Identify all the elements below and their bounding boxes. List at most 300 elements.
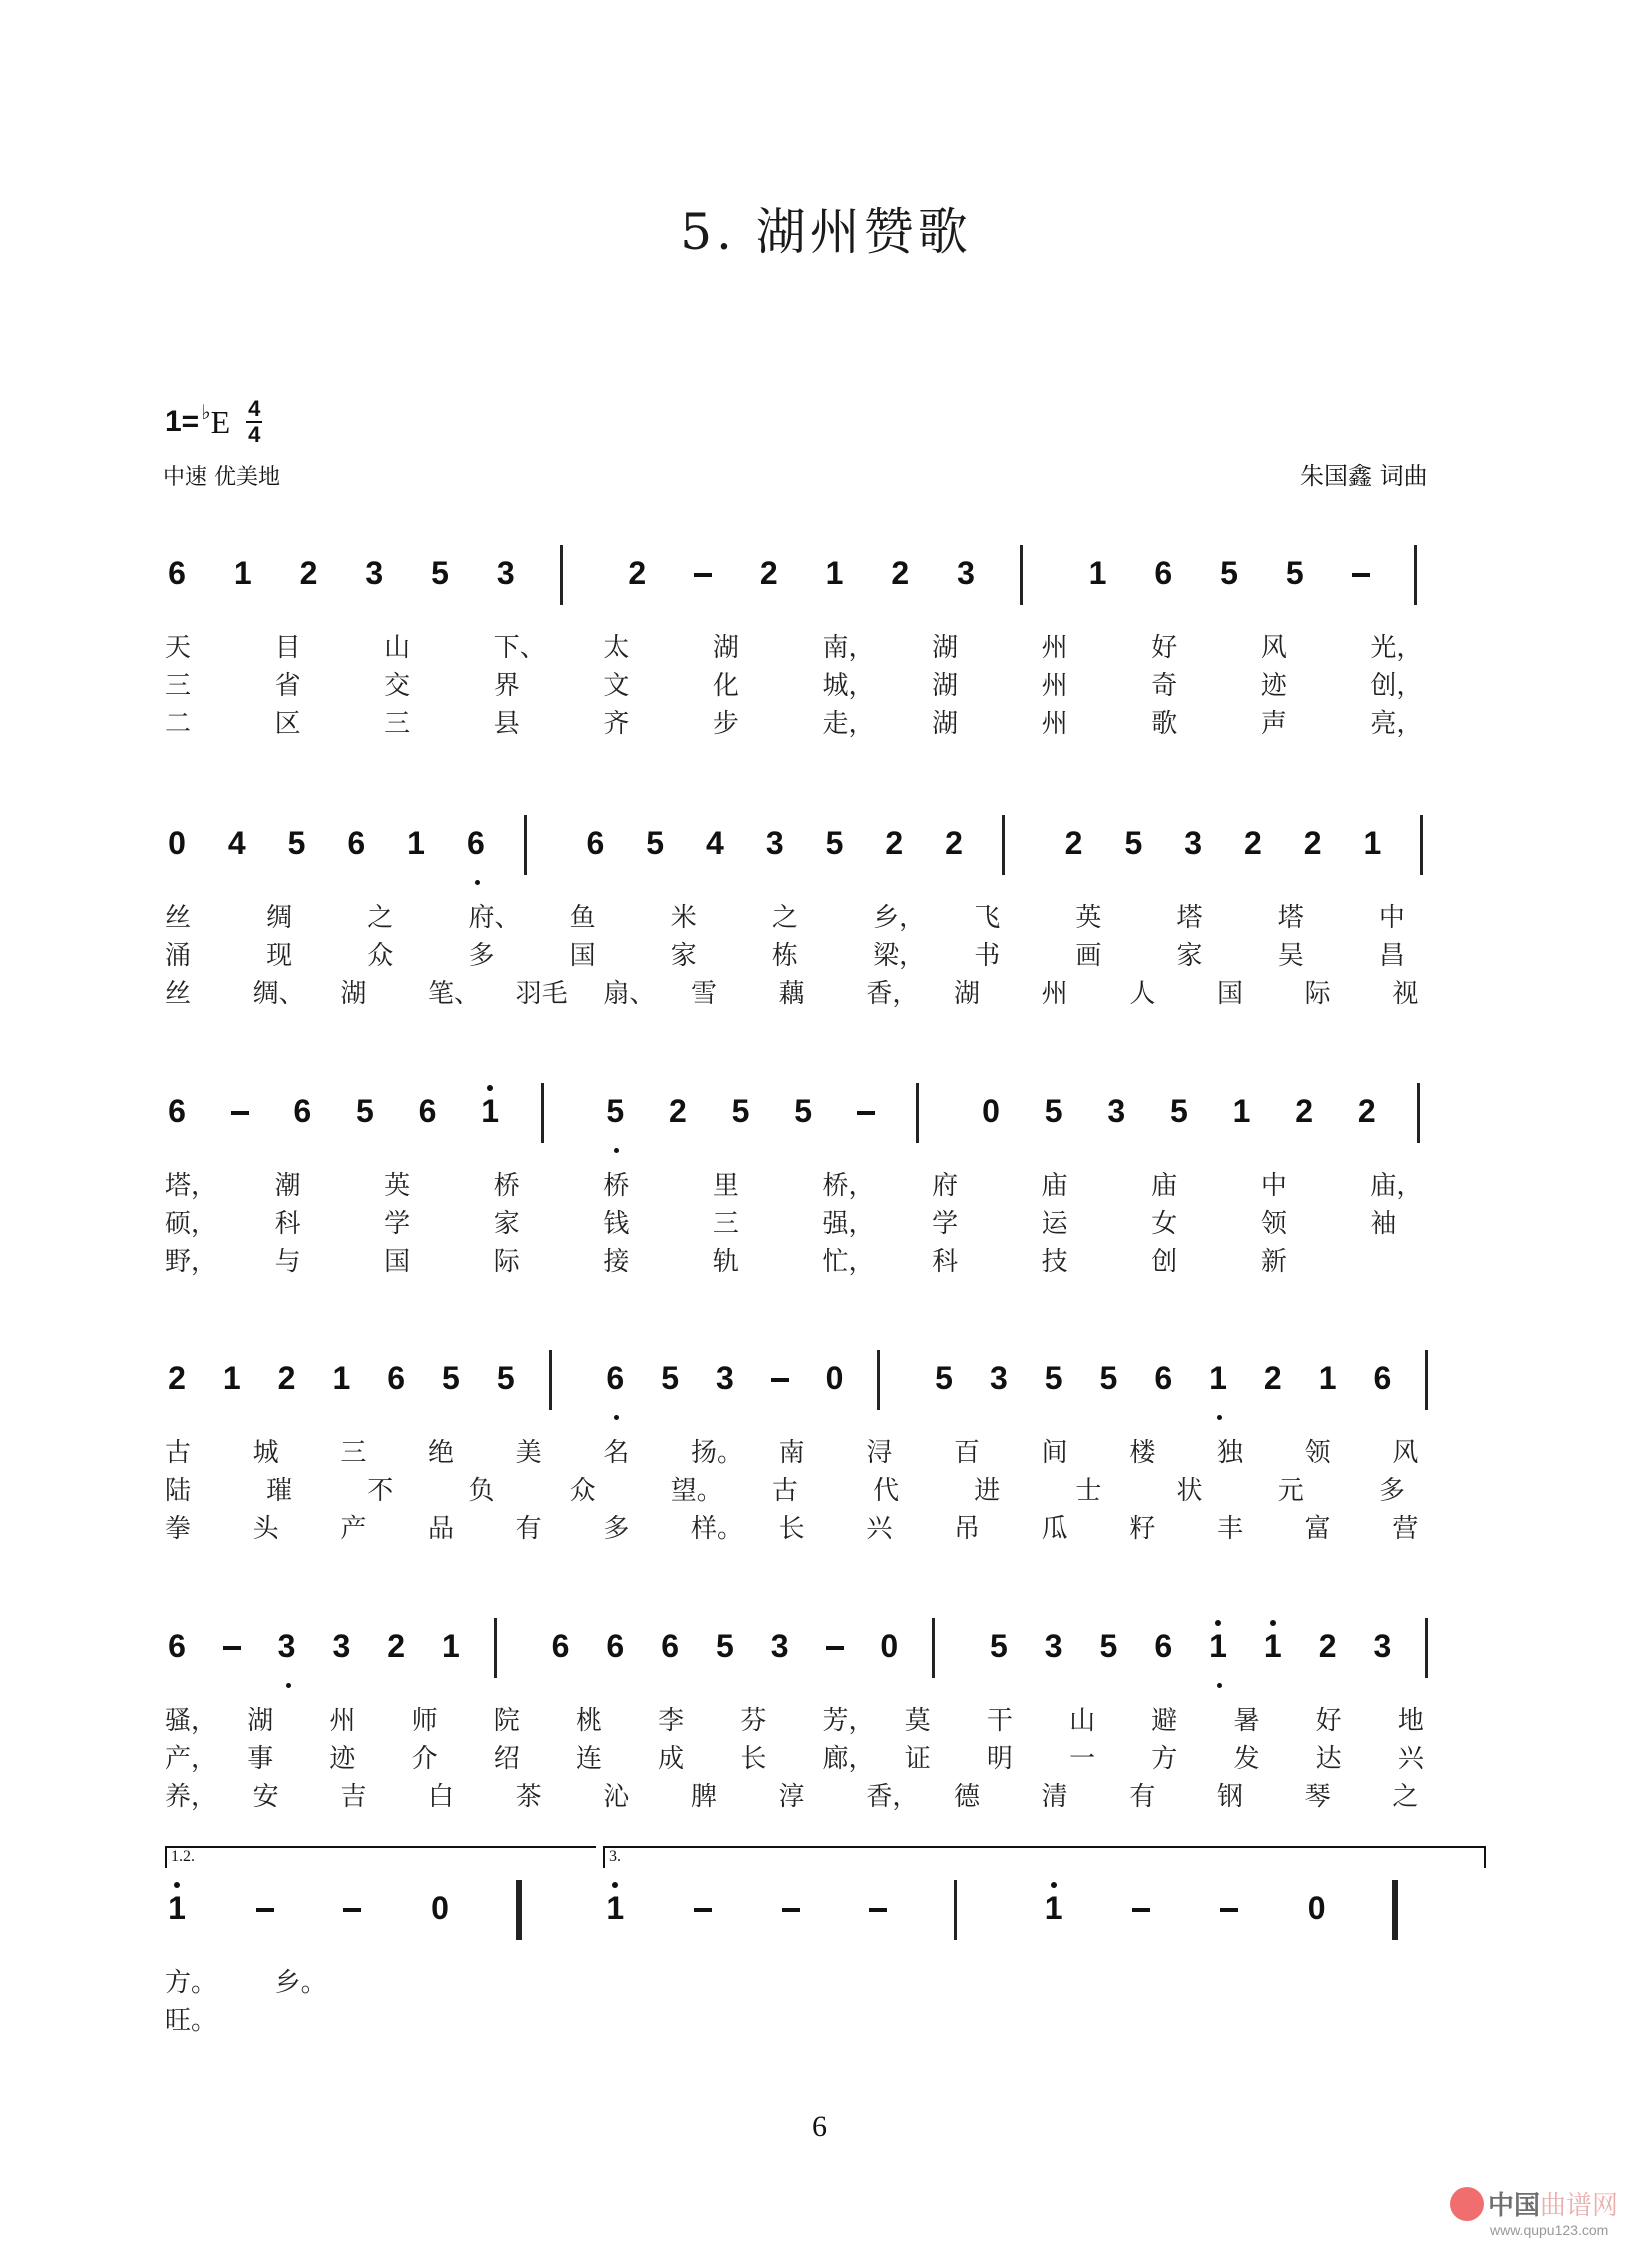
lyric-syllable: 轨 bbox=[712, 1247, 739, 1277]
lyric-syllable: 芬 bbox=[740, 1706, 767, 1736]
note: 0 bbox=[431, 1890, 449, 1926]
lyric-syllable: 南 bbox=[778, 1438, 805, 1468]
note: 6 bbox=[1154, 555, 1173, 591]
barline bbox=[541, 1083, 544, 1143]
lyric-syllable: 众 bbox=[569, 1476, 596, 1506]
lyric-syllable: 一 bbox=[1069, 1744, 1096, 1774]
lyric-syllable: 化 bbox=[712, 671, 739, 701]
lyric-syllable: 事 bbox=[247, 1744, 274, 1774]
lyric-syllable: 连 bbox=[575, 1744, 602, 1774]
lyric-syllable: 与 bbox=[274, 1247, 301, 1277]
lyric-syllable: 富 bbox=[1304, 1514, 1331, 1544]
lyric-syllable: 齐 bbox=[603, 709, 630, 739]
lyric-syllable: 州 bbox=[329, 1706, 356, 1736]
augmentation-dot bbox=[1217, 1683, 1222, 1688]
lyric-syllable: 成 bbox=[658, 1744, 685, 1774]
note: 6 bbox=[464, 825, 488, 899]
note: 2 bbox=[1303, 825, 1322, 861]
lyric-syllable: 人 bbox=[1129, 979, 1156, 1009]
barline bbox=[1002, 815, 1005, 875]
augmentation-dot bbox=[475, 880, 480, 885]
lyric-syllable: 中 bbox=[1260, 1171, 1287, 1201]
lyric-syllable: 忙， bbox=[822, 1247, 875, 1277]
lyric-syllable: 好 bbox=[1151, 633, 1178, 663]
lyric-syllable: 头 bbox=[252, 1514, 279, 1544]
note: 5 bbox=[825, 825, 844, 861]
lyric-syllable: 廊， bbox=[822, 1744, 875, 1774]
lyric-syllable: 方。 bbox=[165, 1968, 218, 1998]
note: 5 bbox=[989, 1628, 1008, 1664]
note: 1 bbox=[1088, 555, 1107, 591]
lyric-syllable: 长 bbox=[778, 1514, 805, 1544]
note: 1 bbox=[233, 555, 252, 591]
composer-credit: 朱国鑫 词曲 bbox=[1300, 462, 1428, 490]
lyric-syllable: 李 bbox=[658, 1706, 685, 1736]
lyric-syllable: 栋 bbox=[771, 941, 798, 971]
note: 3 bbox=[275, 1628, 299, 1702]
lyric-syllable: 三 bbox=[384, 709, 411, 739]
lyric-syllable: 湖 bbox=[932, 633, 959, 663]
lyric-syllable: 歌 bbox=[1151, 709, 1178, 739]
note: 3 bbox=[1044, 1628, 1063, 1664]
lyric-syllable: 山 bbox=[1069, 1706, 1096, 1736]
note: 5 bbox=[935, 1360, 953, 1396]
lyric-syllable: 桥， bbox=[822, 1171, 875, 1201]
lyric-syllable: 现 bbox=[266, 941, 293, 971]
note: 1 bbox=[825, 555, 844, 591]
lyric-syllable: 女 bbox=[1151, 1209, 1178, 1239]
barline bbox=[1392, 1880, 1398, 1940]
lyric-syllable: 英 bbox=[384, 1171, 411, 1201]
lyric-syllable: 交 bbox=[384, 671, 411, 701]
note: 3 bbox=[332, 1628, 351, 1664]
lyric-syllable: 湖 bbox=[340, 979, 367, 1009]
note: 0 bbox=[982, 1093, 1000, 1129]
tempo-marking: 中速 优美地 bbox=[163, 465, 280, 490]
lyric-syllable: 鱼 bbox=[569, 903, 596, 933]
lyric-syllable: 视 bbox=[1392, 979, 1419, 1009]
lyric-syllable: 桃 bbox=[575, 1706, 602, 1736]
lyric-syllable: 绝 bbox=[428, 1438, 455, 1468]
lyric-syllable: 国 bbox=[384, 1247, 411, 1277]
lyric-syllable: 间 bbox=[1041, 1438, 1068, 1468]
lyric-syllable: 丰 bbox=[1217, 1514, 1244, 1544]
lyric-syllable: 书 bbox=[974, 941, 1001, 971]
note: 3 bbox=[989, 1360, 1008, 1396]
lyric-syllable: 长 bbox=[740, 1744, 767, 1774]
note: 1 bbox=[1363, 825, 1382, 861]
barline bbox=[932, 1618, 935, 1678]
note: 3 bbox=[1184, 825, 1203, 861]
sustain-dash bbox=[857, 1111, 875, 1115]
lyric-syllable: 避 bbox=[1151, 1706, 1178, 1736]
note: 1 bbox=[332, 1360, 351, 1396]
lyric-syllable: 琴 bbox=[1304, 1782, 1331, 1812]
note: 1 bbox=[442, 1628, 460, 1664]
note: 5 bbox=[431, 555, 449, 591]
volta-bracket-1: 1.2. bbox=[165, 1846, 596, 1868]
barline bbox=[1420, 815, 1423, 875]
lyric-syllable: 科 bbox=[932, 1247, 959, 1277]
lyric-syllable: 国 bbox=[569, 941, 596, 971]
note: 4 bbox=[706, 825, 724, 861]
augmentation-dot bbox=[286, 1683, 291, 1688]
note: 5 bbox=[1124, 825, 1143, 861]
barline bbox=[1417, 1083, 1420, 1143]
lyric-syllable: 家 bbox=[670, 941, 697, 971]
lyric-syllable: 证 bbox=[904, 1744, 931, 1774]
lyric-syllable: 院 bbox=[493, 1706, 520, 1736]
lyric-syllable: 养， bbox=[165, 1782, 218, 1812]
lyric-syllable: 扬。 bbox=[691, 1438, 744, 1468]
lyric-syllable: 城， bbox=[822, 671, 875, 701]
note: 5 bbox=[794, 1093, 813, 1129]
note: 1 bbox=[1206, 1628, 1230, 1702]
note: 6 bbox=[1154, 1360, 1173, 1396]
lyric-syllable: 丝 bbox=[165, 979, 192, 1009]
note: 5 bbox=[496, 1360, 515, 1396]
lyric-syllable: 之 bbox=[771, 903, 798, 933]
lyric-syllable: 进 bbox=[974, 1476, 1001, 1506]
lyric-syllable: 山 bbox=[384, 633, 411, 663]
lyric-syllable: 钱 bbox=[603, 1209, 630, 1239]
lyric-syllable: 兴 bbox=[866, 1514, 893, 1544]
lyric-syllable: 技 bbox=[1041, 1247, 1068, 1277]
note: 2 bbox=[1318, 1628, 1337, 1664]
key-note: E bbox=[210, 403, 231, 440]
note: 5 bbox=[661, 1360, 680, 1396]
lyric-syllable: 不 bbox=[367, 1476, 394, 1506]
note: 3 bbox=[365, 555, 384, 591]
lyric-syllable: 营 bbox=[1392, 1514, 1419, 1544]
lyric-syllable: 天 bbox=[165, 633, 192, 663]
lyric-syllable: 桥 bbox=[493, 1171, 520, 1201]
lyric-syllable: 迹 bbox=[1260, 671, 1287, 701]
note: 6 bbox=[347, 825, 366, 861]
lyric-syllable: 区 bbox=[274, 709, 301, 739]
lyric-syllable: 浔 bbox=[866, 1438, 893, 1468]
lyric-syllable: 府、 bbox=[468, 903, 521, 933]
lyric-syllable: 塔 bbox=[1277, 903, 1304, 933]
note: 5 bbox=[442, 1360, 460, 1396]
note: 5 bbox=[1285, 555, 1304, 591]
sustain-dash bbox=[694, 573, 712, 577]
high-octave-dot bbox=[1051, 1882, 1057, 1888]
note: 1 bbox=[1232, 1093, 1251, 1129]
lyric-syllable: 雪 bbox=[691, 979, 718, 1009]
high-octave-dot bbox=[487, 1085, 493, 1091]
lyric-syllable: 沁 bbox=[603, 1782, 630, 1812]
lyric-syllable: 涌 bbox=[165, 941, 192, 971]
lyric-syllable: 光， bbox=[1370, 633, 1423, 663]
augmentation-dot bbox=[614, 1415, 619, 1420]
lyric-syllable: 强， bbox=[822, 1209, 875, 1239]
lyric-syllable: 乡， bbox=[873, 903, 926, 933]
lyric-syllable: 负 bbox=[468, 1476, 495, 1506]
lyric-syllable: 有 bbox=[515, 1514, 542, 1544]
lyric-syllable: 际 bbox=[493, 1247, 520, 1277]
lyric-syllable: 兴 bbox=[1397, 1744, 1424, 1774]
note: 2 bbox=[891, 555, 910, 591]
lyric-syllable: 领 bbox=[1304, 1438, 1331, 1468]
note: 6 bbox=[1373, 1360, 1392, 1396]
lyric-syllable: 茶 bbox=[515, 1782, 542, 1812]
lyric-syllable: 野， bbox=[165, 1247, 218, 1277]
augmentation-dot bbox=[1217, 1415, 1222, 1420]
lyric-syllable: 潮 bbox=[274, 1171, 301, 1201]
note: 6 bbox=[418, 1093, 437, 1129]
key-signature bbox=[165, 398, 262, 446]
lyric-syllable: 莫 bbox=[904, 1706, 931, 1736]
note: 5 bbox=[1099, 1360, 1118, 1396]
lyric-syllable: 扇、 bbox=[603, 979, 656, 1009]
lyric-syllable: 画 bbox=[1075, 941, 1102, 971]
lyric-syllable: 之 bbox=[1392, 1782, 1419, 1812]
note: 5 bbox=[646, 825, 665, 861]
lyric-syllable: 家 bbox=[1176, 941, 1203, 971]
note: 2 bbox=[168, 1360, 186, 1396]
note: 2 bbox=[277, 1360, 296, 1396]
lyric-syllable: 好 bbox=[1315, 1706, 1342, 1736]
lyric-syllable: 骚， bbox=[165, 1706, 218, 1736]
lyric-syllable: 绸、 bbox=[252, 979, 305, 1009]
lyric-syllable: 创， bbox=[1370, 671, 1423, 701]
note: 3 bbox=[765, 825, 784, 861]
lyric-syllable: 府 bbox=[932, 1171, 959, 1201]
note: 3 bbox=[496, 555, 515, 591]
high-octave-dot bbox=[174, 1882, 180, 1888]
lyric-syllable: 香， bbox=[866, 979, 919, 1009]
lyric-syllable: 梁， bbox=[873, 941, 926, 971]
note: 2 bbox=[1295, 1093, 1314, 1129]
lyric-syllable: 香， bbox=[866, 1782, 919, 1812]
lyric-syllable: 状 bbox=[1176, 1476, 1203, 1506]
lyric-syllable: 目 bbox=[274, 633, 301, 663]
note: 6 bbox=[661, 1628, 680, 1664]
sustain-dash bbox=[869, 1908, 887, 1912]
lyric-syllable: 古 bbox=[165, 1438, 192, 1468]
barline bbox=[954, 1880, 957, 1940]
lyric-syllable: 淳 bbox=[778, 1782, 805, 1812]
note: 5 bbox=[355, 1093, 374, 1129]
high-octave-dot bbox=[612, 1882, 618, 1888]
lyric-syllable: 清 bbox=[1041, 1782, 1068, 1812]
lyric-syllable: 介 bbox=[411, 1744, 438, 1774]
lyric-syllable: 昌 bbox=[1378, 941, 1405, 971]
note: 3 bbox=[957, 555, 975, 591]
lyric-syllable: 走， bbox=[822, 709, 875, 739]
lyric-syllable: 际 bbox=[1304, 979, 1331, 1009]
high-octave-dot bbox=[1215, 1620, 1221, 1626]
lyric-syllable: 接 bbox=[603, 1247, 630, 1277]
lyric-syllable: 瓜 bbox=[1041, 1514, 1068, 1544]
note: 2 bbox=[1244, 825, 1262, 861]
lyric-syllable: 师 bbox=[411, 1706, 438, 1736]
lyric-syllable: 庙， bbox=[1370, 1171, 1423, 1201]
note: 2 bbox=[299, 555, 318, 591]
lyric-syllable: 亮， bbox=[1370, 709, 1423, 739]
lyric-syllable: 楼 bbox=[1129, 1438, 1156, 1468]
lyric-syllable: 国 bbox=[1217, 979, 1244, 1009]
lyric-syllable: 望。 bbox=[670, 1476, 723, 1506]
lyric-syllable: 硕， bbox=[165, 1209, 218, 1239]
barline bbox=[1425, 1350, 1428, 1410]
note: 3 bbox=[1107, 1093, 1126, 1129]
lyric-syllable: 新 bbox=[1260, 1247, 1287, 1277]
lyric-syllable: 庙 bbox=[1041, 1171, 1068, 1201]
lyric-syllable: 吴 bbox=[1277, 941, 1304, 971]
lyric-syllable: 三 bbox=[165, 671, 192, 701]
note: 2 bbox=[885, 825, 904, 861]
time-signature bbox=[246, 398, 262, 446]
note: 6 bbox=[168, 1093, 186, 1129]
lyric-syllable: 绸 bbox=[266, 903, 293, 933]
lyric-syllable: 代 bbox=[873, 1476, 900, 1506]
lyric-syllable: 品 bbox=[428, 1514, 455, 1544]
lyric-syllable: 安 bbox=[252, 1782, 279, 1812]
note: 4 bbox=[227, 825, 246, 861]
note: 2 bbox=[387, 1628, 406, 1664]
note: 2 bbox=[669, 1093, 687, 1129]
lyric-syllable: 飞 bbox=[974, 903, 1001, 933]
lyric-syllable: 百 bbox=[954, 1438, 981, 1468]
lyric-syllable: 丝 bbox=[165, 903, 192, 933]
watermark-logo-icon bbox=[1450, 2187, 1484, 2221]
note: 6 bbox=[551, 1628, 570, 1664]
lyric-syllable: 白 bbox=[428, 1782, 455, 1812]
lyric-syllable: 众 bbox=[367, 941, 394, 971]
lyric-syllable: 脾 bbox=[691, 1782, 718, 1812]
note: 5 bbox=[1220, 555, 1238, 591]
watermark-logo-text: 中国 bbox=[1488, 2191, 1541, 2221]
note: 0 bbox=[1307, 1890, 1326, 1926]
barline bbox=[494, 1618, 497, 1678]
lyric-syllable: 多 bbox=[468, 941, 495, 971]
lyric-syllable: 地 bbox=[1397, 1706, 1424, 1736]
lyric-syllable: 学 bbox=[384, 1209, 411, 1239]
note: 5 bbox=[731, 1093, 750, 1129]
lyric-syllable: 三 bbox=[712, 1209, 739, 1239]
time-top: 4 bbox=[248, 396, 261, 421]
lyric-syllable: 创 bbox=[1151, 1247, 1178, 1277]
lyric-syllable: 芳， bbox=[822, 1706, 875, 1736]
lyric-syllable: 三 bbox=[340, 1438, 367, 1468]
lyric-syllable: 藕 bbox=[778, 979, 805, 1009]
barline bbox=[1020, 545, 1023, 605]
note: 6 bbox=[168, 555, 186, 591]
lyric-syllable: 声 bbox=[1260, 709, 1287, 739]
lyric-syllable: 多 bbox=[1378, 1476, 1405, 1506]
sustain-dash bbox=[343, 1908, 361, 1912]
sustain-dash bbox=[1132, 1908, 1150, 1912]
lyric-syllable: 产 bbox=[340, 1514, 367, 1544]
watermark bbox=[1450, 2185, 1618, 2222]
note: 0 bbox=[168, 825, 186, 861]
note: 6 bbox=[606, 1628, 625, 1664]
barline bbox=[560, 545, 563, 605]
lyric-syllable: 产， bbox=[165, 1744, 218, 1774]
lyric-syllable: 领 bbox=[1260, 1209, 1287, 1239]
lyric-syllable: 袖 bbox=[1370, 1209, 1397, 1239]
note: 5 bbox=[1044, 1360, 1063, 1396]
time-bottom: 4 bbox=[248, 422, 261, 447]
watermark-url: www.qupu123.com bbox=[1490, 2222, 1609, 2238]
note: 1 bbox=[1042, 1890, 1066, 1927]
note: 3 bbox=[770, 1628, 789, 1664]
note: 1 bbox=[1261, 1628, 1285, 1665]
barline bbox=[1414, 545, 1417, 605]
note: 5 bbox=[1169, 1093, 1188, 1129]
lyric-syllable: 步 bbox=[712, 709, 739, 739]
note: 1 bbox=[603, 1890, 627, 1927]
lyric-syllable: 方 bbox=[1151, 1744, 1178, 1774]
lyric-syllable: 州 bbox=[1041, 979, 1068, 1009]
barline bbox=[877, 1350, 880, 1410]
lyric-syllable: 士 bbox=[1075, 1476, 1102, 1506]
sustain-dash bbox=[826, 1646, 844, 1650]
lyric-syllable: 州 bbox=[1041, 709, 1068, 739]
note: 5 bbox=[716, 1628, 734, 1664]
lyric-syllable: 有 bbox=[1129, 1782, 1156, 1812]
lyric-syllable: 塔， bbox=[165, 1171, 218, 1201]
lyric-syllable: 名 bbox=[603, 1438, 630, 1468]
lyric-syllable: 中 bbox=[1378, 903, 1405, 933]
note: 5 bbox=[1044, 1093, 1063, 1129]
lyric-syllable: 旺。 bbox=[165, 2006, 218, 2036]
sustain-dash bbox=[782, 1908, 800, 1912]
lyric-syllable: 多 bbox=[603, 1514, 630, 1544]
lyric-syllable: 元 bbox=[1277, 1476, 1304, 1506]
note: 6 bbox=[168, 1628, 186, 1664]
key-prefix: 1= bbox=[165, 405, 200, 438]
barline bbox=[524, 815, 527, 875]
lyric-syllable: 籽 bbox=[1129, 1514, 1156, 1544]
lyric-syllable: 湖 bbox=[954, 979, 981, 1009]
lyric-syllable: 城 bbox=[252, 1438, 279, 1468]
lyric-syllable: 县 bbox=[493, 709, 520, 739]
lyric-syllable: 庙 bbox=[1151, 1171, 1178, 1201]
lyric-syllable: 州 bbox=[1041, 633, 1068, 663]
note: 2 bbox=[1357, 1093, 1376, 1129]
sustain-dash bbox=[771, 1378, 789, 1382]
lyric-syllable: 里 bbox=[712, 1171, 739, 1201]
note: 5 bbox=[1099, 1628, 1118, 1664]
lyric-syllable: 古 bbox=[771, 1476, 798, 1506]
page-number: 6 bbox=[812, 2110, 827, 2143]
note: 2 bbox=[759, 555, 778, 591]
note: 1 bbox=[1206, 1360, 1230, 1434]
lyric-syllable: 样。 bbox=[691, 1514, 744, 1544]
lyric-syllable: 文 bbox=[603, 671, 630, 701]
note: 1 bbox=[478, 1093, 502, 1130]
lyric-syllable: 州 bbox=[1041, 671, 1068, 701]
lyric-syllable: 学 bbox=[932, 1209, 959, 1239]
note: 0 bbox=[880, 1628, 899, 1664]
lyric-syllable: 科 bbox=[274, 1209, 301, 1239]
lyric-syllable: 吉 bbox=[340, 1782, 367, 1812]
lyric-syllable: 之 bbox=[367, 903, 394, 933]
note: 6 bbox=[293, 1093, 312, 1129]
note: 5 bbox=[287, 825, 306, 861]
sustain-dash bbox=[694, 1908, 712, 1912]
song-title: 5. 湖州赞歌 bbox=[680, 203, 972, 261]
note: 1 bbox=[222, 1360, 241, 1396]
lyric-syllable: 塔 bbox=[1176, 903, 1203, 933]
high-octave-dot bbox=[1270, 1620, 1276, 1626]
volta-bracket-2: 3. bbox=[603, 1846, 1486, 1868]
lyric-syllable: 南， bbox=[822, 633, 875, 663]
note: 5 bbox=[603, 1093, 627, 1167]
